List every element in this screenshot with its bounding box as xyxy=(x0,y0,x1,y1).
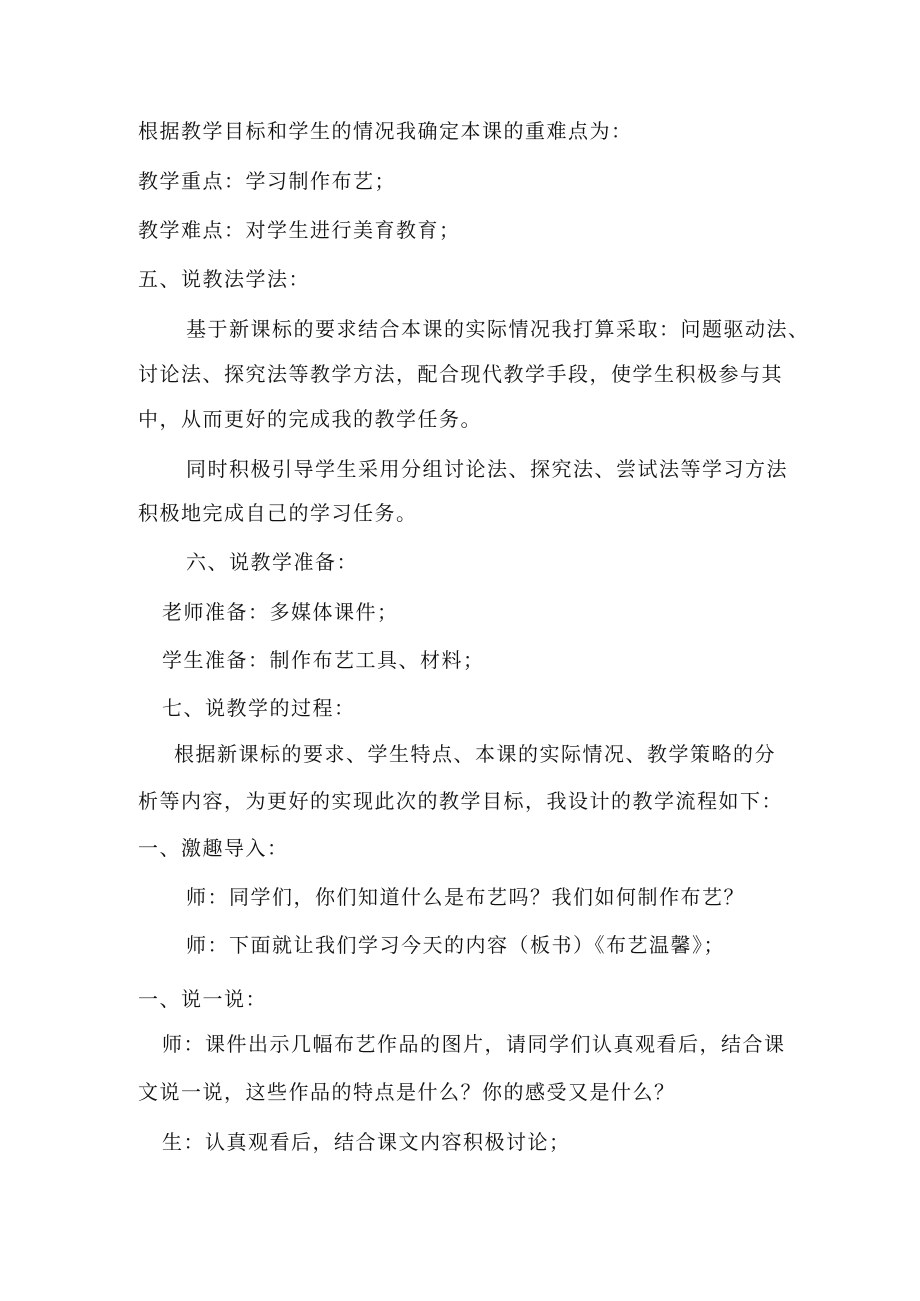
text-line: 基于新课标的要求结合本课的实际情况我打算采取：问题驱动法、 xyxy=(186,317,810,341)
section-heading: 七、说教学的过程： xyxy=(162,696,356,720)
section-heading: 五、说教法学法： xyxy=(138,267,310,291)
text-line: 讨论法、探究法等教学方法，配合现代教学手段，使学生积极参与其 xyxy=(138,362,783,386)
text-line: 师：下面就让我们学习今天的内容（板书）《布艺温馨》； xyxy=(186,933,725,957)
text-line: 中，从而更好的完成我的教学任务。 xyxy=(138,407,482,431)
text-line: 根据新课标的要求、学生特点、本课的实际情况、教学策略的分 xyxy=(174,742,776,766)
text-line: 师：课件出示几幅布艺作品的图片，请同学们认真观看后，结合课 xyxy=(162,1032,786,1056)
text-line: 学生准备：制作布艺工具、材料； xyxy=(162,648,485,672)
text-line: 教学难点：对学生进行美育教育； xyxy=(138,218,461,242)
text-line: 积极地完成自己的学习任务。 xyxy=(138,501,418,525)
text-line: 教学重点：学习制作布艺； xyxy=(138,169,396,193)
text-line: 文说一说，这些作品的特点是什么？你的感受又是什么？ xyxy=(138,1080,676,1104)
text-line: 同时积极引导学生采用分组讨论法、探究法、尝试法等学习方法 xyxy=(186,457,788,481)
section-heading: 一、激趣导入： xyxy=(138,836,289,860)
text-line: 生：认真观看后，结合课文内容积极讨论； xyxy=(162,1130,571,1154)
section-heading: 六、说教学准备： xyxy=(186,550,358,574)
text-line: 师：同学们，你们知道什么是布艺吗？我们如何制作布艺？ xyxy=(186,885,745,909)
text-line: 析等内容，为更好的实现此次的教学目标，我设计的教学流程如下： xyxy=(138,789,783,813)
text-line: 根据教学目标和学生的情况我确定本课的重难点为： xyxy=(138,119,633,143)
section-heading: 一、说一说： xyxy=(138,987,267,1011)
text-line: 老师准备：多媒体课件； xyxy=(162,600,399,624)
